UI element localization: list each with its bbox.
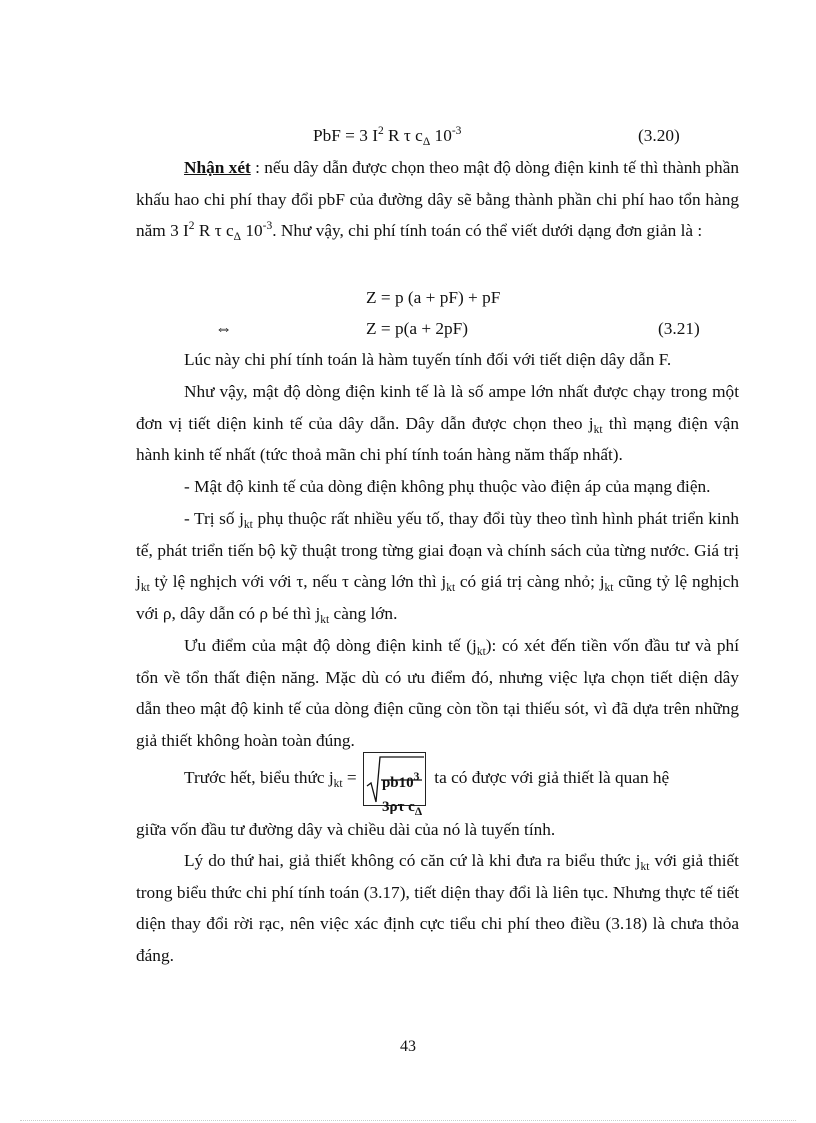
- first-reason-continuation: giữa vốn đầu tư đường dây và chiều dài của nó là tuyến tính.: [136, 820, 556, 839]
- equation-3-20: PbF = 3 $I^2$ R τ $c_\Delta$ $10^{-3}$: [313, 125, 462, 148]
- bullet-factors: - Trị số $j_{kt}$ phụ thuộc rất nhiều yếu tố, thay đổi tùy theo tình hình phát triển kinh tế, phát triển tiến bộ kỹ thuật trong từng giai đoạn và chính sách của từng nước. Giá trị $j_{kt}$ tỷ lệ nghịch với với τ, nếu τ càng lớn thì $j_{kt}$ có giá trị càng nhỏ; $j_{kt}$ cũng tỷ lệ nghịch với ρ, dây dẫn có ρ bé thì $j_{kt}$ càng lớn.: [136, 509, 739, 626]
- remark-paragraph: Nhận xét : nếu dây dẫn được chọn theo mật độ dòng điện kinh tế thì thành phần khấu hao chi phí thay đổi pbF của đường dây sẽ bằng thành phần chi phí hao tổn hàng năm 3 $I^2$ R τ $c_\Delta$ $10^{-3}$. Như vậy, chi phí tính toán có thể viết dưới dạng đơn giản là :: [136, 158, 740, 244]
- remark-label: Nhận xét: [184, 158, 251, 177]
- paragraph-second-reason: Lý do thứ hai, giả thiết không có căn cứ là khi đưa ra biểu thức $j_{kt}$ với giả thiết trong biểu thức chi phí tính toán (3.17), tiết diện thay đổi là liên tục. Nhưng thực tế tiết diện thay đổi rời rạc, nên việc xác định cực tiểu chi phí theo điều (3.18) là chưa thỏa đáng.: [136, 851, 739, 965]
- paragraph-density: Như vậy, mật độ dòng điện kinh tế là là số ampe lớn nhất được chạy trong một đơn vị tiết diện kinh tế của dây dẫn. Dây dẫn được chọn theo $j_{kt}$ thì mạng điện vận hành kinh tế nhất (tức thoả mãn chi phí tính toán hàng năm thấp nhất).: [136, 382, 739, 465]
- paragraph-advantage: Ưu điểm của mật độ dòng điện kinh tế $(j_{kt})$: có xét đến tiền vốn đầu tư và phí tổn về tổn thất điện năng. Mặc dù có ưu điểm đó, nhưng việc lựa chọn tiết diện dây dẫn theo mật độ kinh tế của dòng điện cũng còn tồn tại thiếu sót, vì đã dựa trên những giả thiết không hoàn toàn đúng.: [136, 636, 739, 750]
- equation-number: (3.20): [638, 126, 680, 145]
- equivalence-arrow: ⇔: [215, 319, 233, 338]
- equation-3-21: Z = p(a + 2pF): [366, 319, 469, 338]
- formula-denominator: 3ρτ $c_\Delta$: [381, 799, 423, 819]
- equation-number: (3.21): [658, 319, 700, 338]
- bullet-voltage: - Mật độ kinh tế của dòng điện không phụ thuộc vào điện áp của mạng điện.: [184, 477, 711, 496]
- jkt-formula: [363, 752, 426, 819]
- first-reason-line: Trước hết, biểu thức $j_{kt}$ = $pb10^3$ 3ρτ $c_\Delta$ ta có được với giả thiết là quan hệ: [184, 751, 669, 807]
- paragraph-linear: Lúc này chi phí tính toán là hàm tuyến tính đối với tiết diện dây dẫn F.: [184, 350, 672, 369]
- page-border: [20, 1120, 796, 1121]
- page-number: 43: [400, 1038, 416, 1055]
- formula-numerator: $pb10^3$: [381, 771, 420, 792]
- equation-z: Z = p (a + pF) + pF: [366, 288, 501, 307]
